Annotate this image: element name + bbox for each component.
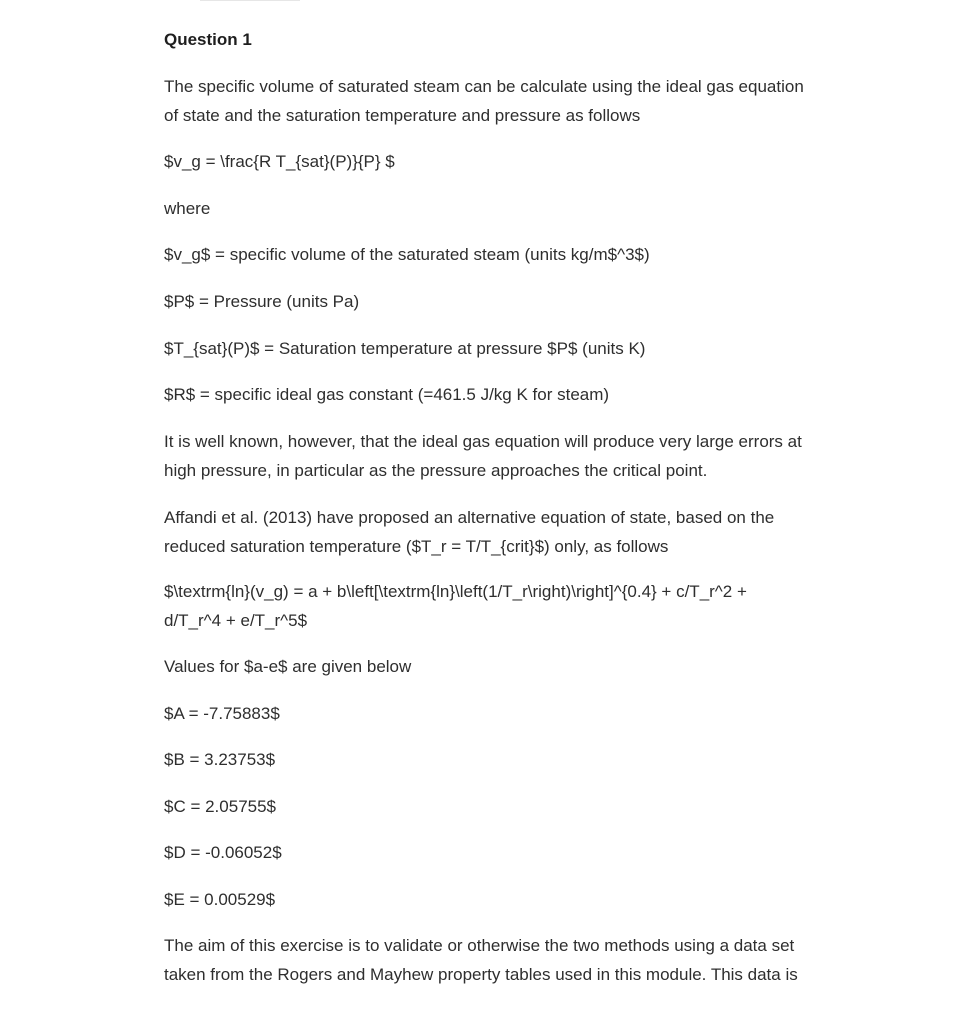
aim-line-1: The aim of this exercise is to validate or otherwise the two methods using a data set [164, 936, 795, 955]
affandi-equation-line-1: $\textrm{ln}(v_g) = a + b\left[\textrm{ln}\left(1/T_r\right)\right]^{0.4} + c/T_r^2 + [164, 582, 747, 601]
coefficient-a: $A = -7.75883$ [164, 704, 280, 723]
where-label: where [164, 199, 211, 218]
intro-line-1: The specific volume of saturated steam can be calculate using the ideal gas equation [164, 77, 804, 96]
definition-vg: $v_g$ = specific volume of the saturated steam (units kg/m$^3$) [164, 245, 650, 264]
values-intro: Values for $a-e$ are given below [164, 657, 412, 676]
coefficient-d: $D = -0.06052$ [164, 843, 282, 862]
ideal-gas-note-paragraph [164, 428, 894, 485]
intro-line-2: of state and the saturation temperature and pressure as follows [164, 105, 641, 125]
affandi-line-2: reduced saturation temperature ($T_r = T/T_{crit}$) only, as follows [164, 536, 669, 556]
top-divider [200, 0, 300, 1]
affandi-equation [164, 578, 894, 635]
affandi-equation-line-2: d/T_r^4 + e/T_r^5$ [164, 610, 308, 630]
coefficient-e: $E = 0.00529$ [164, 890, 276, 909]
affandi-line-1: Affandi et al. (2013) have proposed an alternative equation of state, based on the [164, 508, 775, 527]
definition-p: $P$ = Pressure (units Pa) [164, 292, 360, 311]
aim-line-2: taken from the Rogers and Mayhew property tables used in this module. This data is [164, 964, 798, 984]
note-line-1: It is well known, however, that the ideal gas equation will produce very large errors at [164, 432, 802, 451]
note-line-2: high pressure, in particular as the pressure approaches the critical point. [164, 460, 708, 480]
aim-paragraph [164, 932, 894, 989]
intro-paragraph [164, 73, 894, 130]
definition-r: $R$ = specific ideal gas constant (=461.5 J/kg K for steam) [164, 385, 610, 404]
ideal-gas-equation: $v_g = \frac{R T_{sat}(P)}{P} $ [164, 152, 395, 171]
coefficient-b: $B = 3.23753$ [164, 750, 276, 769]
affandi-intro-paragraph [164, 504, 894, 561]
definition-tsat: $T_{sat}(P)$ = Saturation temperature at pressure $P$ (units K) [164, 339, 646, 358]
question-title: Question 1 [164, 30, 252, 49]
coefficient-c: $C = 2.05755$ [164, 797, 277, 816]
